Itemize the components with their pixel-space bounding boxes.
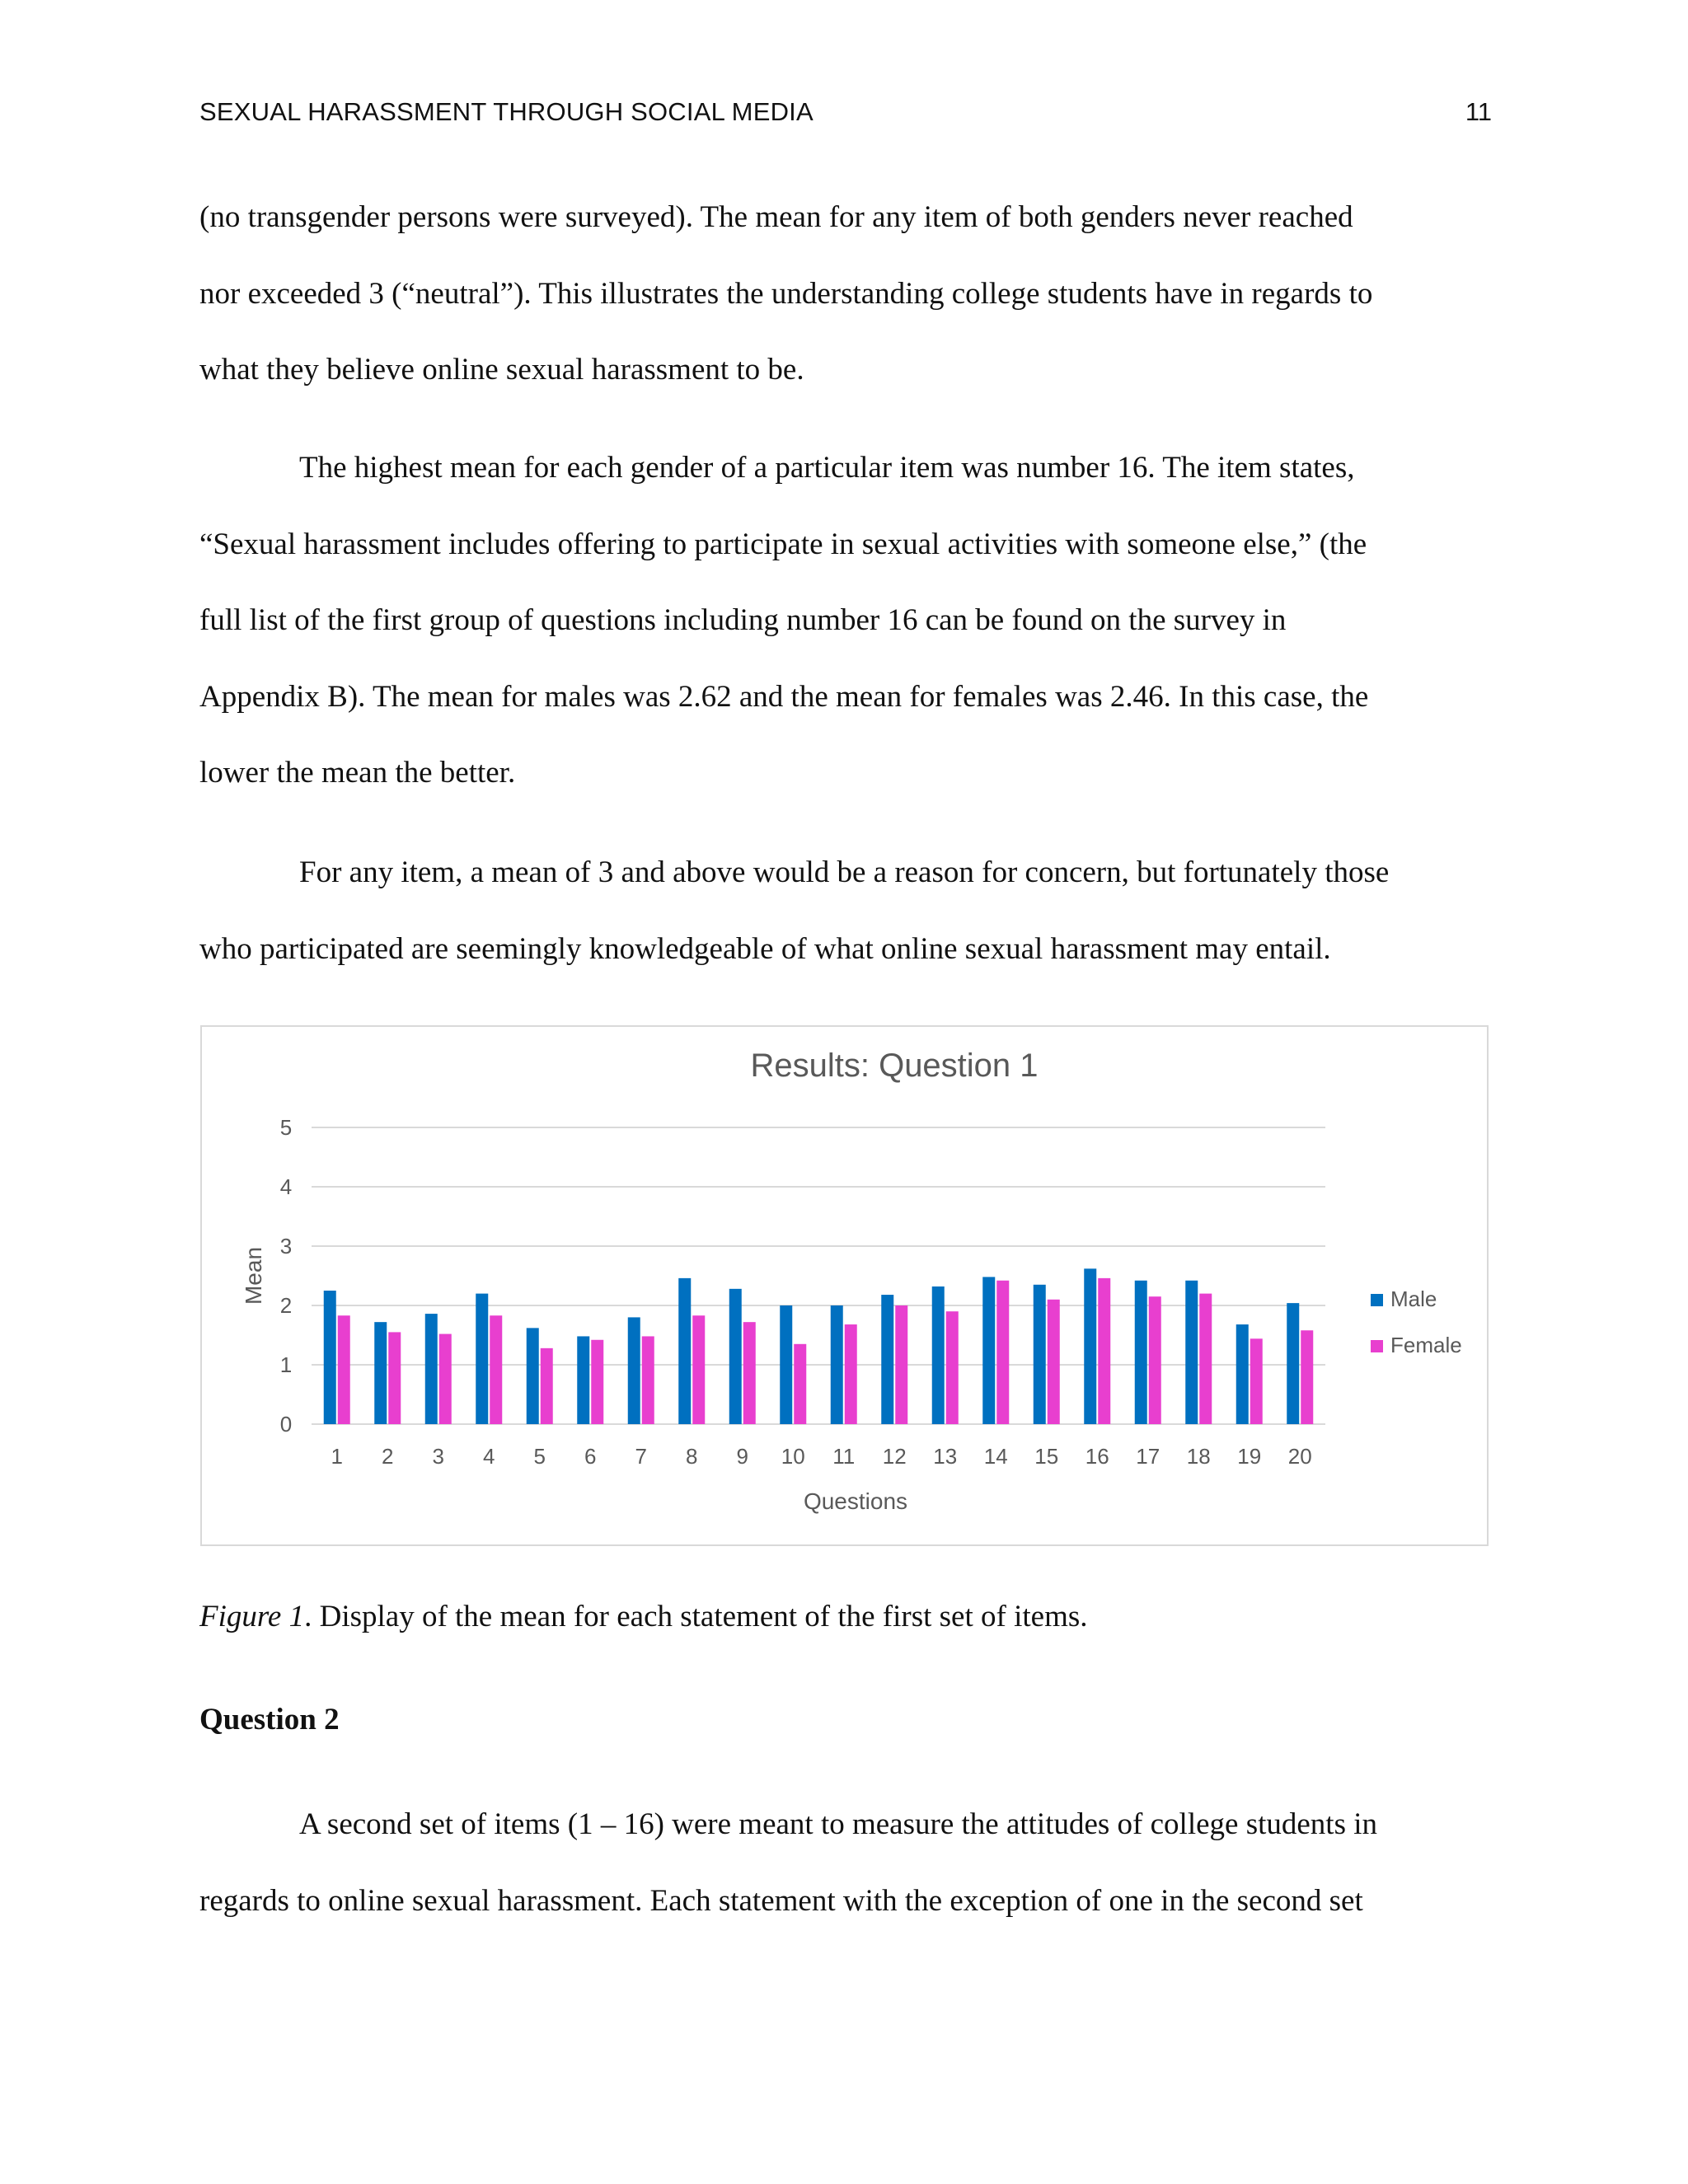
y-tick-label: 0 xyxy=(279,1412,293,1436)
text-line: (no transgender persons were surveyed). The mean for any item of both genders never reached xyxy=(199,200,1353,234)
text-line: full list of the first group of questions including number 16 can be found on the survey in xyxy=(199,603,1287,637)
text-line: For any item, a mean of 3 and above would be a reason for concern, but fortunately those xyxy=(299,855,1390,889)
x-tick-labels xyxy=(331,1444,1312,1469)
bar-female-q6 xyxy=(591,1340,603,1424)
text-line: “Sexual harassment includes offering to participate in sexual activities with someone else,” (the xyxy=(199,527,1367,561)
bar-chart xyxy=(202,1027,1490,1548)
x-tick-label: 3 xyxy=(432,1444,444,1469)
text-line: A second set of items (1 – 16) were meant to measure the attitudes of college students in xyxy=(299,1807,1378,1841)
x-tick-label: 20 xyxy=(1287,1444,1312,1469)
paragraph-2 xyxy=(199,430,1502,812)
page-number: 11 xyxy=(1465,97,1492,126)
bar-male-q7 xyxy=(628,1317,640,1424)
y-tick-label: 5 xyxy=(279,1115,293,1140)
y-tick-labels xyxy=(280,1115,292,1436)
bar-female-q18 xyxy=(1199,1294,1212,1424)
x-tick-label: 17 xyxy=(1136,1444,1160,1469)
bar-male-q20 xyxy=(1287,1303,1299,1424)
legend-label-female: Female xyxy=(1390,1333,1462,1357)
bar-female-q9 xyxy=(743,1322,756,1424)
bar-male-q15 xyxy=(1034,1285,1046,1424)
text-line: who participated are seemingly knowledgeable of what online sexual harassment may entail. xyxy=(199,931,1331,966)
y-tick-label: 2 xyxy=(279,1293,293,1318)
x-tick-label: 9 xyxy=(736,1444,748,1469)
bar-male-q6 xyxy=(577,1336,589,1424)
bar-female-q12 xyxy=(895,1305,907,1424)
x-tick-label: 8 xyxy=(686,1444,698,1469)
bar-male-q17 xyxy=(1135,1281,1147,1424)
y-tick-label: 4 xyxy=(279,1174,293,1199)
bar-female-q8 xyxy=(692,1315,705,1424)
chart-title: Results: Question 1 xyxy=(750,1047,1039,1084)
x-tick-label: 2 xyxy=(382,1444,394,1469)
section-heading: Question 2 xyxy=(199,1703,340,1736)
bar-female-q16 xyxy=(1098,1278,1110,1424)
bar-female-q2 xyxy=(388,1332,401,1424)
bar-male-q13 xyxy=(932,1286,945,1424)
x-tick-label: 6 xyxy=(584,1444,597,1469)
figure-caption xyxy=(199,1599,1088,1634)
bar-male-q3 xyxy=(425,1314,438,1424)
bar-male-q5 xyxy=(527,1328,539,1424)
x-tick-label: 15 xyxy=(1034,1444,1059,1469)
bar-male-q11 xyxy=(831,1305,843,1424)
x-tick-label: 5 xyxy=(533,1444,546,1469)
bar-male-q2 xyxy=(374,1322,387,1424)
bar-female-q15 xyxy=(1048,1300,1060,1424)
bar-female-q20 xyxy=(1301,1330,1313,1424)
caption-text: . Display of the mean for each statement of the first set of items. xyxy=(304,1600,1088,1633)
bar-female-q11 xyxy=(845,1324,857,1424)
bar-female-q3 xyxy=(439,1334,452,1424)
x-tick-label: 12 xyxy=(882,1444,907,1469)
x-tick-label: 18 xyxy=(1186,1444,1211,1469)
paragraph-3 xyxy=(199,835,1502,987)
text-line: Appendix B). The mean for males was 2.62 and the mean for females was 2.46. In this case, the xyxy=(199,679,1369,714)
bar-male-q8 xyxy=(678,1278,691,1424)
bar-female-q14 xyxy=(996,1281,1009,1424)
gridlines xyxy=(312,1127,1325,1424)
figure-1-chart xyxy=(200,1025,1489,1546)
bar-male-q4 xyxy=(476,1294,488,1424)
y-tick-label: 1 xyxy=(279,1352,293,1377)
bar-female-q1 xyxy=(338,1315,350,1424)
x-tick-label: 4 xyxy=(483,1444,495,1469)
bar-male-q1 xyxy=(324,1291,336,1424)
legend-swatch-female xyxy=(1371,1340,1383,1352)
bar-male-q19 xyxy=(1236,1324,1249,1424)
bar-male-q9 xyxy=(729,1289,742,1424)
y-axis-label: Mean xyxy=(241,1246,266,1305)
bar-female-q4 xyxy=(490,1315,502,1424)
x-axis-label: Questions xyxy=(803,1488,908,1514)
bar-female-q19 xyxy=(1250,1338,1263,1424)
figure-label: Figure 1 xyxy=(199,1600,305,1633)
x-tick-label: 7 xyxy=(635,1444,647,1469)
legend xyxy=(1371,1286,1462,1357)
x-tick-label: 14 xyxy=(983,1444,1008,1469)
text-line: lower the mean the better. xyxy=(199,756,516,790)
paragraph-1 xyxy=(199,180,1502,409)
text-line: regards to online sexual harassment. Each statement with the exception of one in the second set xyxy=(199,1883,1363,1918)
x-tick-label: 11 xyxy=(832,1444,856,1469)
legend-label-male: Male xyxy=(1390,1286,1437,1311)
text-line: The highest mean for each gender of a particular item was number 16. The item states, xyxy=(299,451,1355,485)
legend-swatch-male xyxy=(1371,1294,1383,1306)
running-title: SEXUAL HARASSMENT THROUGH SOCIAL MEDIA xyxy=(199,97,814,126)
x-tick-label: 1 xyxy=(331,1444,343,1469)
bar-male-q18 xyxy=(1185,1281,1198,1424)
bar-male-q10 xyxy=(780,1305,792,1424)
bar-male-q16 xyxy=(1084,1268,1096,1424)
bar-female-q13 xyxy=(946,1311,959,1424)
paragraph-4 xyxy=(199,1787,1502,1939)
bar-male-q12 xyxy=(881,1295,893,1424)
bar-female-q10 xyxy=(794,1344,806,1424)
text-line: nor exceeded 3 (“neutral”). This illustrates the understanding college students have in regards to xyxy=(199,276,1373,311)
bar-male-q14 xyxy=(982,1277,995,1424)
x-tick-label: 16 xyxy=(1085,1444,1109,1469)
bar-female-q17 xyxy=(1149,1296,1161,1424)
y-tick-label: 3 xyxy=(279,1234,293,1258)
bar-female-q5 xyxy=(541,1348,553,1424)
bar-series xyxy=(324,1268,1314,1424)
text-line: what they believe online sexual harassment to be. xyxy=(199,353,804,387)
x-tick-label: 19 xyxy=(1237,1444,1262,1469)
x-tick-label: 13 xyxy=(933,1444,958,1469)
x-tick-label: 10 xyxy=(781,1444,805,1469)
bar-female-q7 xyxy=(642,1336,654,1424)
